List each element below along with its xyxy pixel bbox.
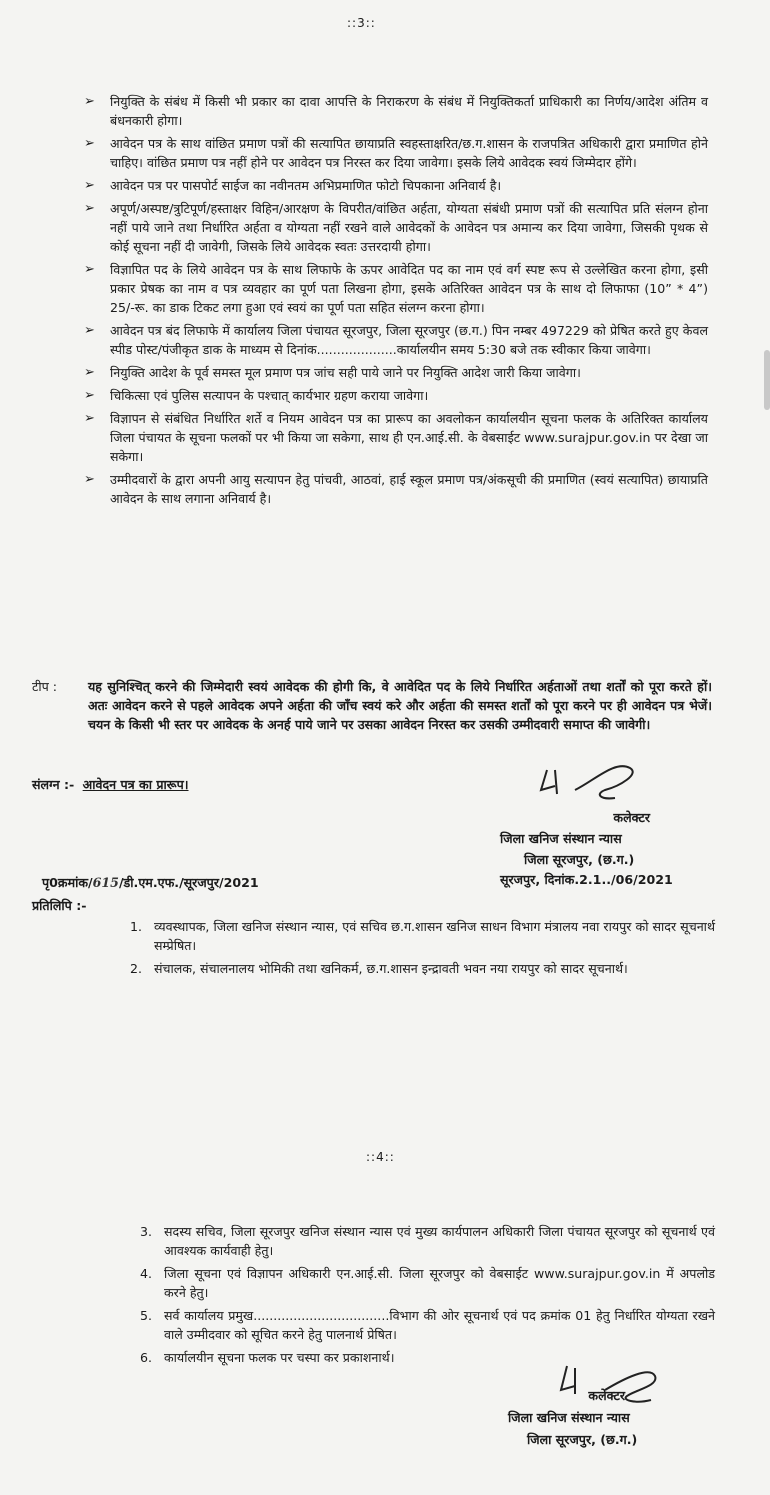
list-item: ➢ आवेदन पत्र के साथ वांछित प्रमाण पत्रों की सत्यापित छायाप्रति स्वहस्ताक्षरित/छ.ग.शासन के राजपत्रित अधिकारी द्वारा प्रमाणित होने चाहिए। वांछित प्रमाण पत्र नहीं होने पर आवेदन पत्र निरस्त कर दिया जावेगा। इसके लिये आवेदक स्वयं जिम्मेदार होंगे। [84, 136, 708, 170]
enclosure [32, 775, 189, 794]
note-section [32, 677, 712, 734]
list-item: ➢ नियुक्ति आदेश के पूर्व समस्त मूल प्रमाण पत्र जांच सही पाये जाने पर नियुक्ति आदेश जारी किया जावेगा। [84, 365, 581, 380]
list-item: ➢ आवेदन पत्र बंद लिफाफे में कार्यालय जिला पंचायत सूरजपुर, जिला सूरजपुर (छ.ग.) पिन नम्बर 497229 को प्रेषित करते हुए केवल स्पीड पोस्ट/पंजीकृत डाक के माध्यम से दिनांक....................कार्यालयीन समय 5:30 बजे तक स्वीकार किया जावेगा। [84, 323, 708, 357]
list-item: ➢ अपूर्ण/अस्पष्ट/त्रुटिपूर्ण/हस्ताक्षर विहिन/आरक्षण के विपरीत/वांछित अर्हता, योग्यता संबंधी प्रमाण पत्रों की सत्यापित प्रति संलग्न होना नहीं पाये जाने तथा निर्धारित अर्हता व योग्यता नहीं रखने वाले आवेदकों के आवेदन पत्र अमान्य कर दिया जावेगा, जिसकी पृथक से कोई सूचना नहीं दी जावेगी, जिसके लिये आवेदक स्वतः उत्तरदायी होगा। [84, 201, 708, 254]
signature-office-1: जिला खनिज संस्थान न्यास [500, 831, 622, 846]
arrow-bullet-icon: ➢ [84, 472, 95, 487]
list-item: 6. कार्यालयीन सूचना फलक पर चस्पा कर प्रकाशनार्थ। [140, 1350, 395, 1365]
copy-list-continued [140, 1222, 715, 1371]
note-label: टीप : [32, 679, 58, 694]
list-item: 5. सर्व कार्यालय प्रमुख..................................विभाग की ओर सूचनार्थ एवं पद क्रमांक 01 हेतु निर्धारित योग्यता रखने वाले उम्मीदवार को सूचित करने हेतु पालनार्थ प्रेषित। [140, 1308, 715, 1342]
signature-title-1: कलेक्टर [613, 810, 650, 825]
signature-date: सूरजपुर, दिनांक.2.1../06/2021 [500, 872, 673, 887]
enclosure-text: आवेदन पत्र का प्रारूप। [82, 777, 189, 792]
list-item: ➢ विज्ञापन से संबंधित निर्धारित शर्ते व नियम आवेदन पत्र का प्रारूप का अवलोकन कार्यालयीन सूचना फलक के अतिरिक्त कार्यालय जिला पंचायत के सूचना फलकों पर भी किया जा सकेगा, साथ ही एन.आई.सी. के वेबसाईट www.surajpur.gov.in पर देखा जा सकेगा। [84, 411, 708, 464]
arrow-bullet-icon: ➢ [84, 262, 95, 277]
list-item: ➢ चिकित्सा एवं पुलिस सत्यापन के पश्चात् कार्यभार ग्रहण कराया जावेगा। [84, 388, 429, 403]
arrow-bullet-icon: ➢ [84, 411, 95, 426]
signature-image [535, 760, 645, 810]
arrow-bullet-icon: ➢ [84, 365, 95, 380]
list-item: ➢ आवेदन पत्र पर पासपोर्ट साईज का नवीनतम अभिप्रमाणित फोटो चिपकाना अनिवार्य है। [84, 178, 502, 193]
page-number-3: ::3:: [347, 16, 376, 30]
memo-number: पृ0क्रमांक/615/डी.एम.एफ./सूरजपुर/2021 [42, 875, 259, 890]
signature-title-2: कलेक्टर [588, 1388, 625, 1403]
page-number-4: ::4:: [366, 1150, 395, 1164]
scrollbar[interactable] [764, 350, 770, 410]
arrow-bullet-icon: ➢ [84, 178, 95, 193]
arrow-bullet-icon: ➢ [84, 136, 95, 151]
signature-district-2: जिला सूरजपुर, (छ.ग.) [527, 1432, 638, 1447]
conditions-list [80, 92, 708, 512]
list-item: ➢ विज्ञापित पद के लिये आवेदन पत्र के साथ लिफाफे के ऊपर आवेदित पद का नाम एवं वर्ग स्पष्ट रूप से उल्लेखित करना होगा, इसी प्रकार प्रेषक का नाम व पत्र व्यवहार का पूर्ण पता लिखना होगा, इसके अतिरिक्त आवेदन पत्र के साथ दो लिफाफा (10” * 4”) 25/-रू. का डाक टिकट लगा हुआ एवं स्वयं का पूर्ण पता सहित संलग्न करना होगा। [84, 262, 708, 315]
arrow-bullet-icon: ➢ [84, 323, 95, 338]
copy-label: प्रतिलिपि :- [32, 898, 87, 913]
arrow-bullet-icon: ➢ [84, 388, 95, 403]
list-item: 2. संचालक, संचालनालय भोमिकी तथा खनिकर्म, छ.ग.शासन इन्द्रावती भवन नया रायपुर को सादर सूचनार्थ। [130, 961, 628, 976]
list-item: 1. व्यवस्थापक, जिला खनिज संस्थान न्यास, एवं सचिव छ.ग.शासन खनिज साधन विभाग मंत्रालय नवा रायपुर को सादर सूचनार्थ सम्प्रेषित। [130, 919, 715, 953]
copy-list [130, 917, 715, 982]
list-item: ➢ नियुक्ति के संबंध में किसी भी प्रकार का दावा आपत्ति के निराकरण के संबंध में नियुक्तिकर्ता प्राधिकारी का निर्णय/आदेश अंतिम व बंधनकारी होगा। [84, 94, 708, 128]
memo-handwritten-number: 615 [92, 875, 119, 890]
arrow-bullet-icon: ➢ [84, 94, 95, 109]
enclosure-label: संलग्न :- [32, 777, 75, 792]
signature-district-1: जिला सूरजपुर, (छ.ग.) [524, 852, 635, 867]
note-text: यह सुनिश्चित् करने की जिम्मेदारी स्वयं आवेदक की होगी कि, वे आवेदित पद के लिये निर्धारित अर्हताओं तथा शर्तों को पूरा करते हों। अतः आवेदन करने से पहले आवेदक अपने अर्हता की जाँच स्वयं करे और अर्हता की समस्त शर्तों को पूरा करने पर ही आवेदन पत्र भेजें। चयन के किसी भी स्तर पर आवेदक के अनर्ह पाये जाने पर उसका आवेदन निरस्त कर उसकी उम्मीदवारी समाप्त की जावेगी। [88, 679, 712, 732]
arrow-bullet-icon: ➢ [84, 201, 95, 216]
list-item: ➢ उम्मीदवारों के द्वारा अपनी आयु सत्यापन हेतु पांचवी, आठवां, हाई स्कूल प्रमाण पत्र/अंकसूची की प्रमाणित (स्वयं सत्यापित) छायाप्रति आवेदन के साथ लगाना अनिवार्य है। [84, 472, 708, 506]
list-item: 4. जिला सूचना एवं विज्ञापन अधिकारी एन.आई.सी. जिला सूरजपुर को वेबसाईट www.surajpur.gov.in में अपलोड करने हेतु। [140, 1266, 715, 1300]
list-item: 3. सदस्य सचिव, जिला सूरजपुर खनिज संस्थान न्यास एवं मुख्य कार्यपालन अधिकारी जिला पंचायत सूरजपुर को सूचनार्थ एवं आवश्यक कार्यवाही हेतु। [140, 1224, 715, 1258]
signature-office-2: जिला खनिज संस्थान न्यास [508, 1410, 630, 1425]
